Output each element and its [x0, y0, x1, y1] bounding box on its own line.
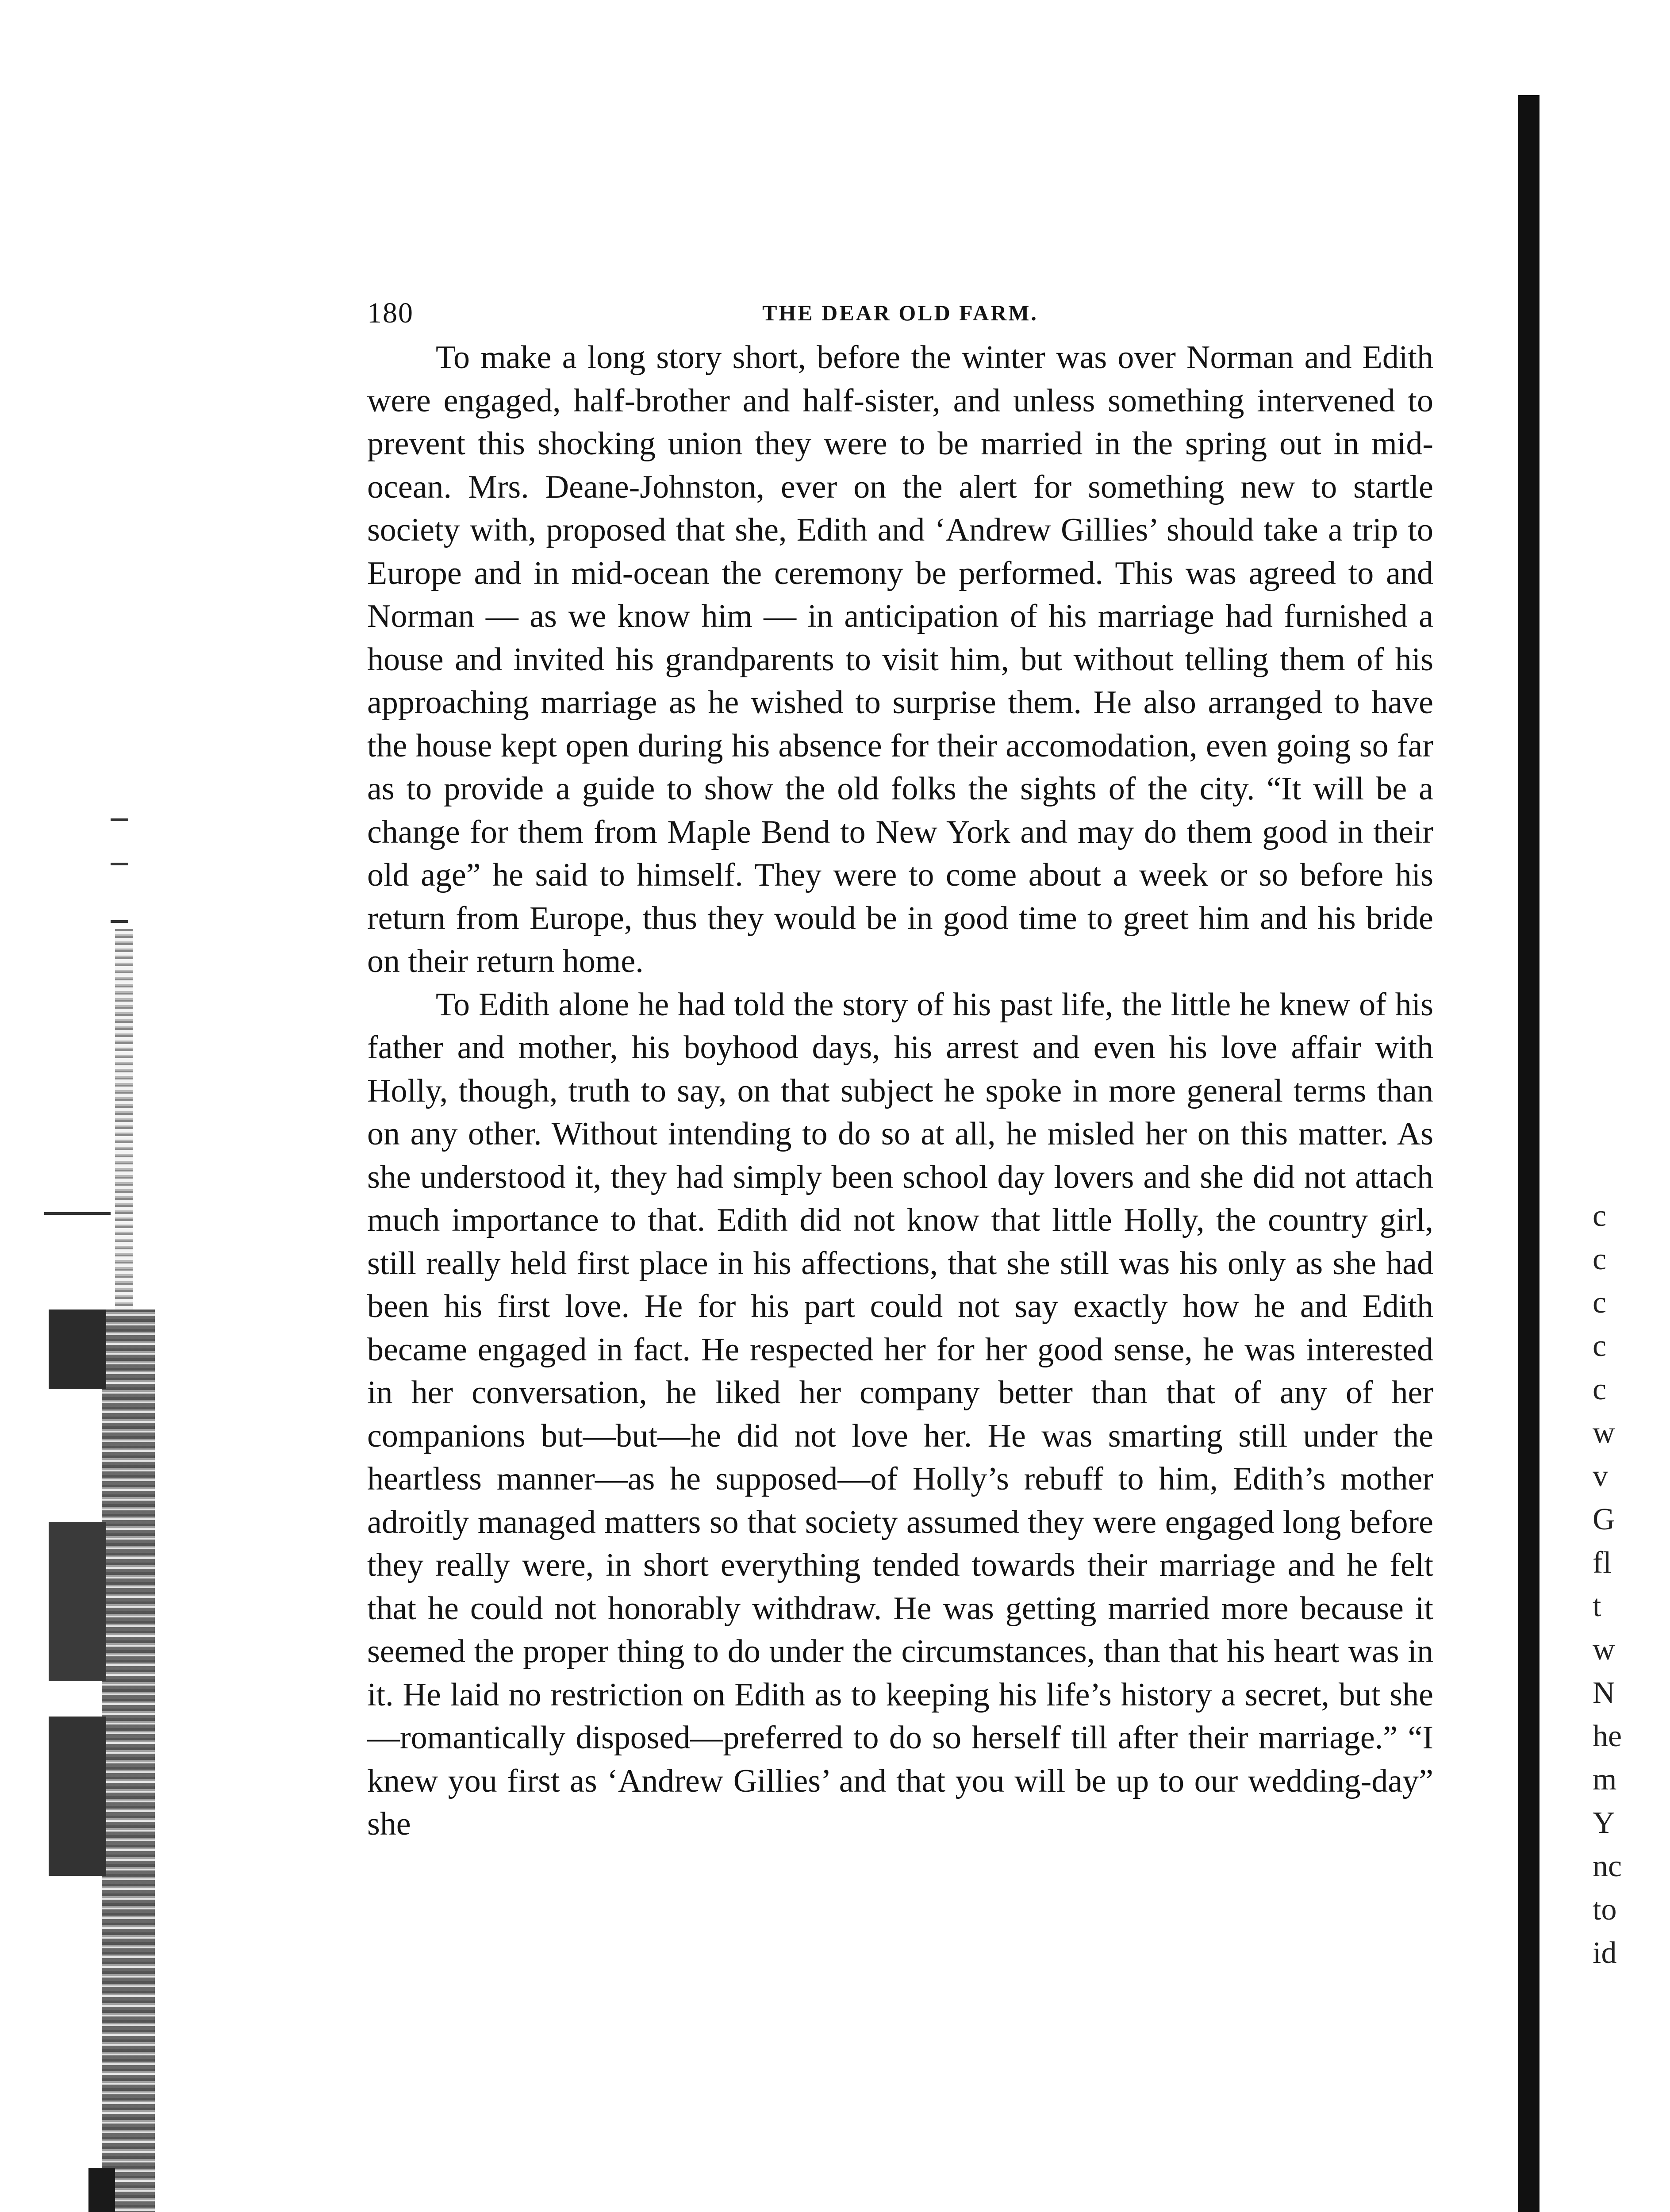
- page-binding-bar: [1518, 95, 1539, 2212]
- binding-edge-upper: [115, 929, 133, 1310]
- bleed-line: t: [1593, 1589, 1601, 1623]
- scan-artifact: [49, 1522, 106, 1681]
- scan-tick: [111, 920, 128, 923]
- paragraph: To make a long story short, before the winter was over Norman and Edith were engaged, half-brother and half-sister, and unless something intervened to prevent this shocking union they were to be married in the spring out in mid-ocean. Mrs. Deane-Johnston, ever on the alert for something new to startle society with, proposed that she, Edith and ‘Andrew Gillies’ should take a trip to Europe and in mid-ocean the ceremony be performed. This was agreed to and Norman — as we know him — in anticipation of his marriage had furnished a house and invited his grandparents to visit him, but without telling them of his approaching marriage as he wished to surprise them. He also arranged to have the house kept open during his absence for their accomodation, even going so far as to provide a guide to show the old folks the sights of the city. “It will be a change for them from Maple Bend to New York and may do them good in their old age” he said to himself. They were to come about a week or so before his return from Europe, thus they would be in good time to greet him and his bride on their return home.: [367, 339, 1433, 979]
- bleed-line: c: [1593, 1199, 1607, 1233]
- book-page: [367, 283, 1433, 1846]
- bleed-line: c: [1593, 1372, 1607, 1406]
- scan-tick: [111, 818, 128, 821]
- facing-page-bleed: [1593, 1194, 1668, 1975]
- binding-edge-lower: [102, 1310, 155, 2212]
- scan-artifact: [49, 1310, 106, 1389]
- bleed-line: N: [1593, 1676, 1615, 1710]
- bleed-line: c: [1593, 1242, 1607, 1276]
- bleed-line: v: [1593, 1459, 1608, 1493]
- bleed-line: id: [1593, 1936, 1617, 1970]
- scan-artifact: [88, 2168, 115, 2212]
- scan-tick: [44, 1212, 111, 1215]
- bleed-line: G: [1593, 1502, 1615, 1536]
- bleed-line: Y: [1593, 1806, 1615, 1840]
- running-head: [367, 283, 1433, 336]
- running-title: THE DEAR OLD FARM.: [762, 300, 1038, 325]
- bleed-line: to: [1593, 1893, 1617, 1927]
- bleed-line: w: [1593, 1416, 1615, 1450]
- bleed-line: m: [1593, 1763, 1617, 1797]
- bleed-line: he: [1593, 1719, 1622, 1753]
- bleed-line: w: [1593, 1632, 1615, 1667]
- paragraph: To Edith alone he had told the story of his past life, the little he knew of his father and mother, his boyhood days, his arrest and even his love affair with Holly, though, truth to say, on that subject he spoke in more general terms than on any other. Without intending to do so at all, he misled her on this matter. As she understood it, they had simply been school day lovers and she did not attach much importance to that. Edith did not know that little Holly, the country girl, still really held first place in his affections, that she still was his only as she had been his first love. He for his part could not say exactly how he and Edith became engaged in fact. He respected her for her good sense, he was interested in her conversation, he liked her company better than that of any of her companions but—but—he did not love her. He was smarting still under the heartless manner—as he supposed—of Holly’s rebuff to him, Edith’s mother adroitly managed matters so that society assumed they were engaged long before they really were, in short everything tended towards their marriage and he felt that he could not honorably withdraw. He was getting married more because it seemed the proper thing to do under the circumstances, than that his heart was in it. He laid no restriction on Edith as to keeping his life’s history a secret, but she—romantically disposed—preferred to do so herself till after their marriage.” “I knew you first as ‘Andrew Gillies’ and that you will be up to our wedding-day” she: [367, 986, 1433, 1842]
- scan-artifact: [49, 1717, 106, 1876]
- body-text: [367, 336, 1433, 1846]
- bleed-line: nc: [1593, 1849, 1622, 1883]
- scan-tick: [111, 863, 128, 865]
- bleed-line: fl: [1593, 1546, 1612, 1580]
- bleed-line: c: [1593, 1329, 1607, 1363]
- page-number: 180: [367, 297, 414, 329]
- bleed-line: c: [1593, 1286, 1607, 1320]
